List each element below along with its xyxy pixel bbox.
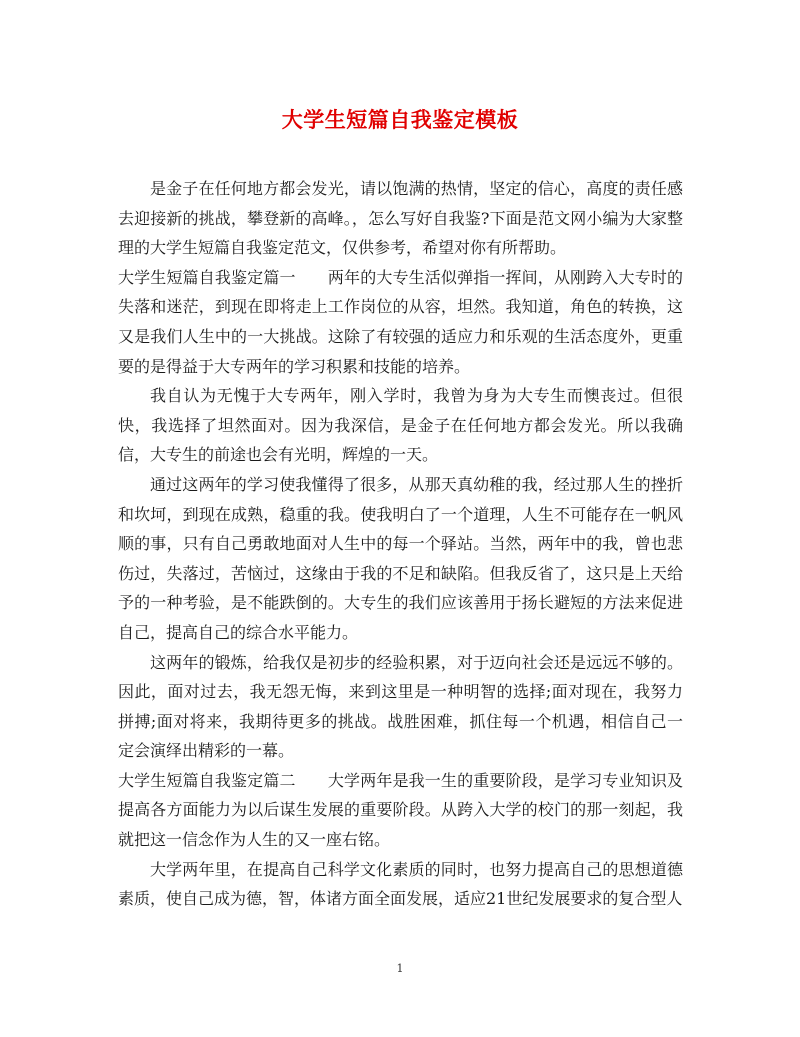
paragraph: 大学生短篇自我鉴定篇一 两年的大专生活似弹指一挥间，从刚跨入大专时的失落和迷茫，到现在即将走上工作岗位的从容，坦然。我知道，角色的转换，这又是我们人生中的一大挑战。这除了有较强的适应力和乐观的生活态度外，更重要的是得益于大专两年的学习积累和技能的培养。 bbox=[118, 267, 683, 376]
paragraph: 大学两年里，在提高自己科学文化素质的同时，也努力提高自己的思想道德素质，使自己成为德，智，体诸方面全面发展，适应21世纪发展要求的复合型人 bbox=[118, 859, 683, 909]
paragraph: 大学生短篇自我鉴定篇二 大学两年是我一生的重要阶段，是学习专业知识及提高各方面能力为以后谋生发展的重要阶段。从跨入大学的校门的那一刻起，我就把这一信念作为人生的又一座右铭。 bbox=[118, 770, 683, 850]
paragraph: 是金子在任何地方都会发光，请以饱满的热情，坚定的信心，高度的责任感去迎接新的挑战，攀登新的高峰。，怎么写好自我鉴?下面是范文网小编为大家整理的大学生短篇自我鉴定范文，仅供参考，希望对你有所帮助。 bbox=[118, 179, 683, 258]
page-number: 1 bbox=[396, 962, 404, 975]
paragraph: 通过这两年的学习使我懂得了很多，从那天真幼稚的我，经过那人生的挫折和坎坷，到现在成熟，稳重的我。使我明白了一个道理，人生不可能存在一帆风顺的事，只有自己勇敢地面对人生中的每一个驿站。当然，两年中的我，曾也悲伤过，失落过，苦恼过，这缘由于我的不足和缺陷。但我反省了，这只是上天给予的一种考验，是不能跌倒的。大专生的我们应该善用于扬长避短的方法来促进自己，提高自己的综合水平能力。 bbox=[118, 474, 683, 642]
document-body bbox=[118, 174, 683, 914]
paragraph: 这两年的锻炼，给我仅是初步的经验积累，对于迈向社会还是远远不够的。因此，面对过去，我无怨无悔，来到这里是一种明智的选择;面对现在，我努力拼搏;面对将来，我期待更多的挑战。战胜困难，抓住每一个机遇，相信自己一定会演绎出精彩的一幕。 bbox=[118, 652, 683, 761]
document-title: 大学生短篇自我鉴定模板 bbox=[281, 107, 519, 132]
paragraph: 我自认为无愧于大专两年，刚入学时，我曾为身为大专生而懊丧过。但很快，我选择了坦然面对。因为我深信，是金子在任何地方都会发光。所以我确信，大专生的前途也会有光明，辉煌的一天。 bbox=[118, 386, 683, 465]
